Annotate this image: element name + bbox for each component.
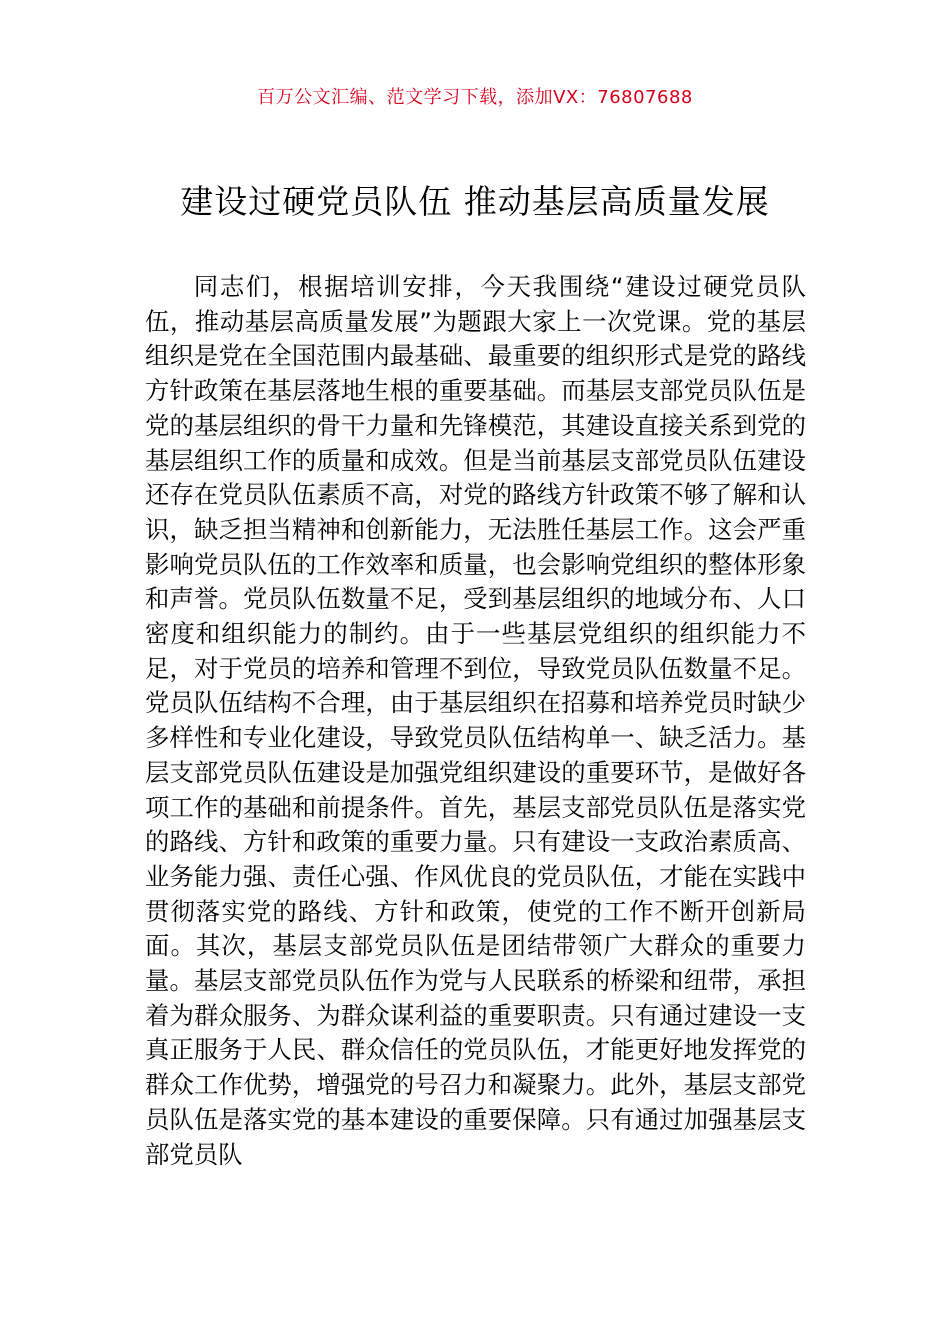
body-paragraph: 同志们，根据培训安排，今天我围绕“建设过硬党员队伍，推动基层高质量发展”为题跟大家上一次党课。党的基层组织是党在全国范围内最基础、最重要的组织形式是党的路线方针政策在基层落地生根的重要基础。而基层支部党员队伍是党的基层组织的骨干力量和先锋模范，其建设直接关系到党的基层组织工作的质量和成效。但是当前基层支部党员队伍建设还存在党员队伍素质不高，对党的路线方针政策不够了解和认识，缺乏担当精神和创新能力，无法胜任基层工作。这会严重影响党员队伍的工作效率和质量，也会影响党组织的整体形象和声誉。党员队伍数量不足，受到基层组织的地域分布、人口密度和组织能力的制约。由于一些基层党组织的组织能力不足，对于党员的培养和管理不到位，导致党员队伍数量不足。党员队伍结构不合理，由于基层组织在招募和培养党员时缺少多样性和专业化建设，导致党员队伍结构单一、缺乏活力。基层支部党员队伍建设是加强党组织建设的重要环节，是做好各项工作的基础和前提条件。首先，基层支部党员队伍是落实党的路线、方针和政策的重要力量。只有建设一支政治素质高、业务能力强、责任心强、作风优良的党员队伍，才能在实践中贯彻落实党的路线、方针和政策，使党的工作不断开创新局面。其次，基层支部党员队伍是团结带领广大群众的重要力量。基层支部党员队伍作为党与人民联系的桥梁和纽带，承担着为群众服务、为群众谋利益的重要职责。只有通过建设一支真正服务于人民、群众信任的党员队伍，才能更好地发挥党的群众工作优势，增强党的号召力和凝聚力。此外，基层支部党员队伍是落实党的基本建设的重要保障。只有通过加强基层支部党员队 bbox=[145, 272, 806, 1169]
header-promo-note: 百万公文汇编、范文学习下载，添加VX：76807688 bbox=[257, 87, 693, 108]
document-title: 建设过硬党员队伍 推动基层高质量发展 bbox=[180, 182, 770, 221]
